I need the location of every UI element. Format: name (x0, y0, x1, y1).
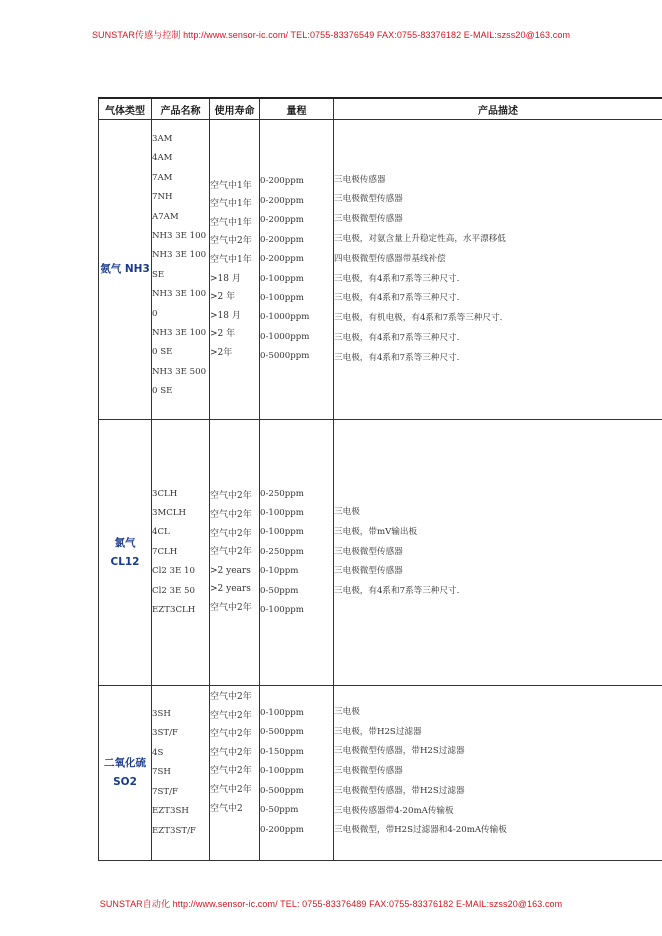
page-header-contact: SUNSTAR传感与控制 http://www.sensor-ic.com/ TEL:0755-83376549 FAX:0755-83376182 E-MAIL:szss20@163.com (91, 30, 571, 40)
lifetime-value: 空气中2年 (210, 784, 252, 795)
product-name-cell (152, 420, 210, 686)
range-value: 0-200ppm (260, 254, 304, 265)
lifetime-cell (210, 120, 260, 420)
range-cell (260, 120, 334, 420)
range-value: 0-500ppm (260, 727, 304, 738)
table-row (99, 420, 662, 686)
lifetime-value: >18 月 (210, 310, 241, 321)
range-value: 0-100ppm (260, 605, 304, 616)
description-line: 三电极微型传感器 (334, 214, 403, 225)
lifetime-cell (210, 420, 260, 686)
range-value: 0-100ppm (260, 292, 304, 303)
table-row (99, 120, 662, 420)
lifetime-value: 空气中1年 (210, 254, 252, 265)
gas-type-cell: 氯气 CL12 (99, 420, 152, 686)
description-line: 三电极微型传感器，带H2S过滤器 (334, 746, 465, 757)
lifetime-value: >2年 (210, 347, 233, 358)
range-value: 0-100ppm (260, 766, 304, 777)
range-value: 0-100ppm (260, 527, 304, 538)
description-line: 三电极，带H2S过滤器 (334, 726, 422, 737)
lifetime-value: >2 年 (210, 292, 236, 303)
col-header-lifetime: 使用寿命 (210, 98, 260, 120)
lifetime-value: 空气中2年 (210, 602, 252, 613)
range-value: 0-100ppm (260, 507, 304, 518)
description-line: 三电极传感器 (334, 174, 386, 185)
gas-type-cell: 二氧化硫 SO2 (99, 686, 152, 861)
lifetime-value: 空气中2年 (210, 510, 252, 521)
description-cell (334, 120, 662, 420)
description-line: 三电极微型传感器，带H2S过滤器 (334, 785, 465, 796)
product-name: 3SH (152, 709, 171, 720)
description-line: 三电极，带mV输出板 (334, 526, 418, 537)
description-line: 三电极微型传感器 (334, 566, 403, 577)
gas-sensor-table (98, 97, 662, 861)
product-name: EZT3ST/F (152, 825, 196, 836)
gas-type-cell: 氨气 NH3 (99, 120, 152, 420)
lifetime-value: 空气中1年 (210, 217, 252, 228)
description-line: 三电极 (334, 507, 360, 517)
description-line: 三电极传感器带4-20mA传输板 (334, 805, 454, 816)
range-value: 0-5000ppm (260, 351, 310, 362)
product-name: 7NH (152, 192, 173, 203)
lifetime-value: 空气中2年 (210, 547, 252, 558)
product-name: NH3 3E 1000 (152, 289, 207, 319)
product-name: 3MCLH (152, 507, 187, 518)
product-name: 3AM (152, 134, 173, 144)
description-line: 三电极，有4系和7系等三种尺寸. (334, 273, 460, 284)
range-value: 0-50ppm (260, 805, 299, 816)
description-cell (334, 686, 662, 861)
page-footer-contact: SUNSTAR自动化 http://www.sensor-ic.com/ TEL: 0755-83376489 FAX:0755-83376182 E-MAIL:szss20@163.com (99, 899, 563, 909)
range-value: 0-200ppm (260, 234, 304, 245)
range-value: 0-200ppm (260, 195, 304, 206)
product-name: 7ST/F (152, 786, 178, 797)
product-name: NH3 3E 5000 SE (152, 366, 207, 397)
range-value: 0-100ppm (260, 708, 304, 719)
product-name: A7AM (152, 211, 179, 222)
lifetime-cell (210, 686, 260, 861)
product-name: EZT3SH (152, 806, 189, 817)
description-line: 三电极微型传感器 (334, 546, 403, 557)
description-line: 三电极，有机电极，有4系和7系等三种尺寸. (334, 313, 503, 324)
range-value: 0-1000ppm (260, 312, 310, 323)
product-name: NH3 3E 100 SE (152, 250, 207, 280)
col-header-description: 产品描述 (334, 98, 662, 120)
range-value: 0-1000ppm (260, 331, 310, 342)
product-name: 4S (152, 747, 164, 758)
description-line: 三电极 (334, 706, 360, 717)
lifetime-value: >2 years (210, 565, 251, 576)
range-value: 0-500ppm (260, 785, 304, 796)
product-name: NH3 3E 100 (152, 231, 207, 242)
product-name: 7CLH (152, 546, 178, 557)
range-value: 0-200ppm (260, 824, 304, 835)
lifetime-value: 空气中2年 (210, 729, 252, 740)
description-line: 三电极，有4系和7系等三种尺寸. (334, 352, 460, 363)
range-value: 0-200ppm (260, 176, 304, 187)
lifetime-value: 空气中2年 (210, 528, 252, 539)
description-line: 三电极，有4系和7系等三种尺寸. (334, 332, 460, 343)
product-name-cell (152, 686, 210, 861)
lifetime-value: >2 years (210, 584, 251, 595)
product-name: 3ST/F (152, 728, 178, 739)
range-value: 0-50ppm (260, 585, 299, 596)
range-value: 0-200ppm (260, 215, 304, 226)
description-line: 四电极微型传感器带基线补偿 (334, 253, 446, 264)
lifetime-value: 空气中2年 (210, 766, 252, 777)
lifetime-value: 空气中1年 (210, 180, 252, 191)
product-name: EZT3CLH (152, 605, 196, 616)
col-header-range: 量程 (260, 98, 334, 120)
product-name: 4CL (152, 527, 170, 538)
lifetime-value: 空气中2年 (210, 692, 252, 702)
range-value: 0-250ppm (260, 546, 304, 557)
product-name: Cl2 3E 50 (152, 585, 195, 596)
product-name: Cl2 3E 10 (152, 566, 195, 577)
product-name: 7AM (152, 172, 173, 183)
product-name: 4AM (152, 153, 173, 164)
range-value: 0-150ppm (260, 746, 304, 757)
lifetime-value: >2 年 (210, 329, 236, 340)
product-name: NH3 3E 1000 SE (152, 328, 207, 358)
description-line: 三电极，有4系和7系等三种尺寸. (334, 586, 460, 597)
range-value: 0-10ppm (260, 566, 299, 577)
lifetime-value: >18 月 (210, 273, 241, 284)
description-line: 三电极，有4系和7系等三种尺寸. (334, 293, 460, 304)
lifetime-value: 空气中2年 (210, 491, 252, 502)
product-name: 7SH (152, 767, 171, 778)
range-value: 0-100ppm (260, 273, 304, 284)
range-value: 0-250ppm (260, 488, 304, 499)
lifetime-value: 空气中1年 (210, 199, 252, 210)
range-cell (260, 686, 334, 861)
description-line: 三电极微型传感器 (334, 194, 403, 205)
lifetime-value: 空气中2年 (210, 747, 252, 758)
range-cell (260, 420, 334, 686)
description-cell (334, 420, 662, 686)
lifetime-value: 空气中2年 (210, 236, 252, 247)
description-line: 三电极微型传感器 (334, 766, 403, 777)
lifetime-value: 空气中2 (210, 803, 243, 814)
col-header-product-name: 产品名称 (152, 98, 210, 120)
product-name: 3CLH (152, 488, 178, 499)
description-line: 三电极微型，带H2S过滤器和4-20mA传输板 (334, 825, 507, 836)
lifetime-value: 空气中2年 (210, 710, 252, 721)
col-header-gas-type: 气体类型 (99, 98, 152, 120)
table-header-row (99, 98, 662, 120)
product-name-cell (152, 120, 210, 420)
table-row (99, 686, 662, 861)
description-line: 三电极，对氨含量上升稳定性高，水平漂移低 (334, 233, 506, 244)
